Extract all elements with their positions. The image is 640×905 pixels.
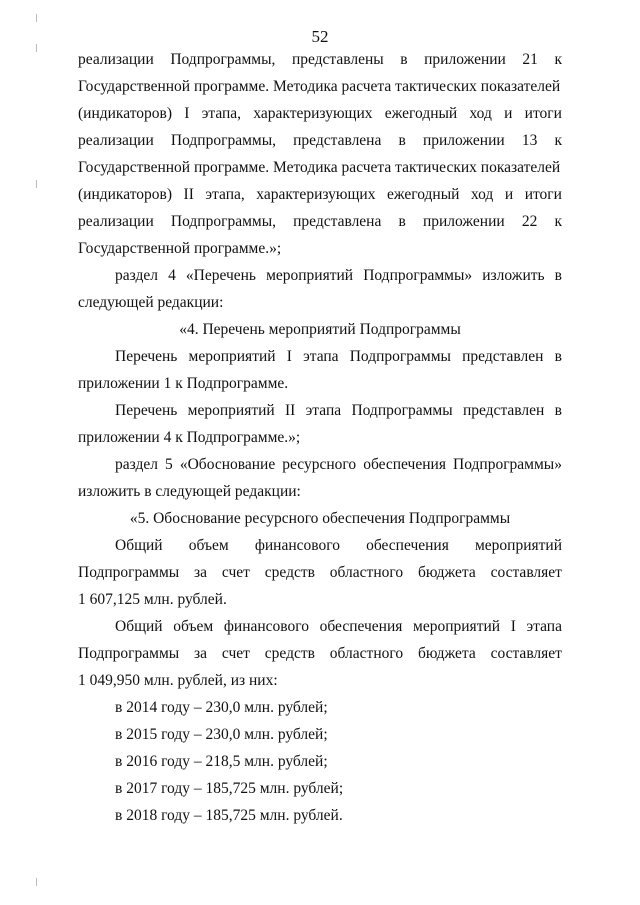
word: (индикаторов): [78, 105, 173, 122]
list-item: в 2014 году – 230,0 млн. рублей;: [115, 699, 328, 716]
word: объем: [173, 618, 214, 635]
word: реализации: [78, 132, 154, 149]
word: в: [398, 132, 406, 149]
word: обеспечения: [363, 456, 446, 473]
text-line: [115, 455, 562, 475]
word: составляет: [490, 564, 562, 581]
text-line: [78, 212, 562, 232]
word: областного: [329, 564, 404, 581]
text-line: 1 049,950 млн. рублей, из них:: [78, 672, 278, 689]
word: средств: [264, 645, 315, 662]
word: Подпрограммы»: [363, 267, 473, 284]
list-item: в 2016 году – 218,5 млн. рублей;: [115, 753, 328, 770]
word: представлен: [462, 402, 545, 419]
word: обеспечения: [366, 537, 449, 554]
word: бюджета: [417, 645, 476, 662]
word: представлена: [293, 132, 382, 149]
word: 13: [521, 132, 538, 149]
word: ежегодный: [387, 186, 460, 203]
word: Перечень: [115, 348, 178, 365]
word: представлены: [291, 51, 384, 68]
word: Общий: [115, 537, 163, 554]
word: составляет: [490, 645, 562, 662]
word: Подпрограммы: [78, 564, 180, 581]
word: Подпрограммы: [349, 348, 451, 365]
word: этапа,: [201, 105, 242, 122]
word: I: [510, 618, 516, 635]
text-line: [78, 50, 562, 70]
word: Перечень: [115, 402, 178, 419]
word: характеризующих: [256, 186, 376, 203]
word: в: [554, 402, 562, 419]
word: II: [183, 186, 194, 203]
word: итоги: [524, 186, 562, 203]
text-line: [78, 104, 562, 124]
text-line: [78, 131, 562, 151]
word: ежегодный: [384, 105, 458, 122]
word: ресурсного: [282, 456, 357, 473]
text-line: [115, 536, 562, 556]
word: мероприятий: [187, 402, 275, 419]
word: итоги: [524, 105, 562, 122]
word: представлен: [462, 348, 544, 365]
word: областного: [329, 645, 404, 662]
word: этапа,: [205, 186, 245, 203]
word: в: [400, 51, 408, 68]
word: мероприятий: [474, 537, 562, 554]
word: к: [554, 51, 562, 68]
word: реализации: [78, 51, 154, 68]
word: Подпрограммы,: [170, 213, 276, 230]
text-line: [115, 401, 562, 421]
list-item: в 2018 году – 185,725 млн. рублей.: [115, 807, 343, 824]
word: приложении: [424, 51, 506, 68]
list-item: в 2017 году – 185,725 млн. рублей;: [115, 780, 344, 797]
section-heading: «4. Перечень мероприятий Подпрограммы: [179, 321, 461, 338]
text-line: изложить в следующей редакции:: [78, 483, 301, 500]
word: этапа: [526, 618, 562, 635]
word: 21: [522, 51, 538, 68]
text-line: [115, 347, 562, 367]
scan-edge-mark: [36, 878, 40, 886]
word: финансового: [254, 537, 340, 554]
word: Подпрограммы,: [170, 132, 276, 149]
word: бюджета: [417, 564, 476, 581]
word: «Обоснование: [179, 456, 276, 473]
text-line: [78, 563, 562, 583]
word: этапа: [303, 348, 339, 365]
word: «Перечень: [185, 267, 256, 284]
word: счет: [221, 645, 250, 662]
word: и: [504, 186, 514, 203]
word: мероприятий: [266, 267, 354, 284]
word: II: [285, 402, 296, 419]
word: 5: [165, 456, 173, 473]
word: ход: [469, 105, 492, 122]
word: мероприятий: [413, 618, 501, 635]
page-number: 52: [311, 27, 329, 46]
word: 4: [168, 267, 176, 284]
text-line: приложении 1 к Подпрограмме.: [78, 375, 289, 392]
text-line: Государственной программе. Методика расчета тактических показателей: [78, 78, 561, 95]
word: объем: [188, 537, 229, 554]
text-line: [78, 644, 562, 664]
word: счет: [221, 564, 250, 581]
word: Подпрограммы,: [170, 51, 276, 68]
scan-edge-mark: [36, 14, 40, 22]
word: этапа: [305, 402, 342, 419]
word: к: [554, 132, 562, 149]
word: за: [194, 564, 208, 581]
word: Общий: [115, 618, 163, 635]
word: финансового: [223, 618, 309, 635]
word: 22: [521, 213, 538, 230]
word: обеспечения: [319, 618, 403, 635]
word: в: [554, 267, 562, 284]
word: в: [554, 348, 562, 365]
word: реализации: [78, 213, 154, 230]
word: (индикаторов): [78, 186, 173, 203]
word: в: [398, 213, 406, 230]
word: к: [554, 213, 562, 230]
text-line: [78, 185, 562, 205]
word: изложить: [482, 267, 545, 284]
word: Подпрограммы»: [453, 456, 562, 473]
text-line: Государственной программе.»;: [78, 240, 282, 257]
word: I: [286, 348, 292, 365]
word: средств: [264, 564, 315, 581]
word: I: [184, 105, 190, 122]
scan-edge-mark: [36, 180, 40, 188]
word: представлена: [293, 213, 382, 230]
text-line: Государственной программе. Методика расчета тактических показателей: [78, 159, 561, 176]
word: приложении: [422, 132, 505, 149]
word: приложении: [422, 213, 505, 230]
word: мероприятий: [188, 348, 276, 365]
text-line: 1 607,125 млн. рублей.: [78, 591, 227, 608]
word: раздел: [115, 456, 158, 473]
section-heading: «5. Обоснование ресурсного обеспечения Подпрограммы: [129, 510, 511, 527]
word: и: [504, 105, 513, 122]
word: раздел: [115, 267, 158, 284]
text-line: [115, 617, 562, 637]
text-line: следующей редакции:: [78, 294, 224, 311]
list-item: в 2015 году – 230,0 млн. рублей;: [115, 726, 328, 743]
text-line: приложении 4 к Подпрограмме.»;: [78, 429, 301, 446]
word: Подпрограммы: [351, 402, 453, 419]
word: характеризующих: [253, 105, 373, 122]
word: за: [194, 645, 208, 662]
word: ход: [470, 186, 494, 203]
word: Подпрограммы: [78, 645, 180, 662]
text-line: [115, 266, 562, 286]
